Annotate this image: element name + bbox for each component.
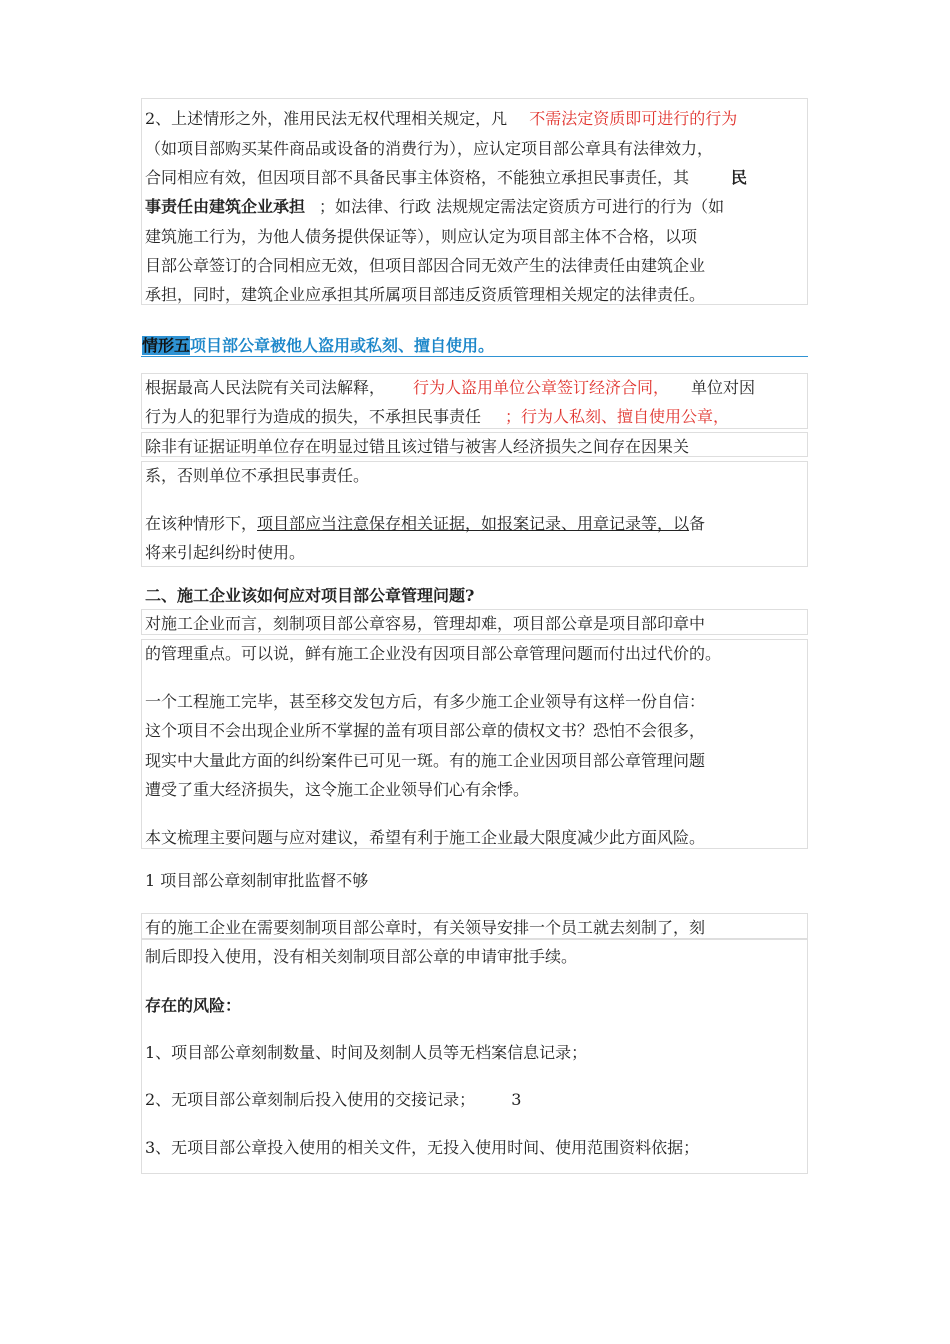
- text-line: [145, 721, 705, 743]
- text-run: 根据最高人民法院有关司法解释，: [145, 378, 386, 397]
- text-run: 行为人的犯罪行为造成的损失，不承担民事责任: [145, 407, 482, 426]
- text-run: 的管理重点。可以说，鲜有施工企业没有因项目部公章管理问题而付出过代价的。: [145, 644, 722, 663]
- text-run: 3: [511, 1090, 522, 1109]
- section-heading: [142, 336, 494, 358]
- paragraph-box-3b: [141, 639, 808, 849]
- text-line: [145, 780, 529, 802]
- text-line: [145, 437, 689, 459]
- section-heading: [145, 586, 474, 608]
- highlighted-text: ；行为人私刻、擅自使用公章，: [505, 407, 730, 426]
- text-line: [145, 227, 697, 249]
- heading-text: 二、施工企业该如何应对项目部公章管理问题?: [145, 586, 475, 605]
- bold-text: 事责任由建筑企业承担: [145, 197, 306, 216]
- highlighted-text: 不需法定资质即可进行的行为: [529, 109, 738, 128]
- underlined-text: 项目部应当注意保存相关证据，如报案记录、用章记录等，以: [257, 514, 690, 533]
- heading-tag: 情形五: [142, 336, 191, 355]
- text-run: 备: [689, 514, 706, 533]
- text-run: 这个项目不会出现企业所不掌握的盖有项目部公章的债权文书？恐怕不会很多，: [145, 721, 706, 740]
- text-run: 1、项目部公章刻制数量、时间及刻制人员等无档案信息记录；: [145, 1043, 588, 1062]
- text-run: ；如法律、行政 法规规定需法定资质方可进行的行为（如: [319, 197, 725, 216]
- text-line: [145, 285, 705, 307]
- text-line: [145, 947, 577, 969]
- text-line: [145, 466, 369, 488]
- text-run: 合同相应有效，但因项目部不具备民事主体资格，不能独立承担民事责任，其: [145, 168, 690, 187]
- item-title: [145, 871, 368, 893]
- text-run: 2、无项目部公章刻制后投入使用的交接记录；: [145, 1090, 476, 1109]
- bold-text: 民: [731, 168, 748, 187]
- text-run: 有的施工企业在需要刻制项目部公章时，有关领导安排一个员工就去刻制了，刻: [145, 918, 706, 937]
- text-run: 建筑施工行为，为他人债务提供保证等），则应认定为项目部主体不合格，以项: [145, 227, 698, 246]
- heading-underline: [141, 356, 808, 357]
- text-line: [145, 644, 721, 666]
- text-run: 单位对因: [691, 378, 756, 397]
- text-line: [145, 692, 705, 714]
- text-line: [145, 109, 737, 131]
- text-line: [145, 407, 729, 429]
- text-line: [145, 1138, 699, 1160]
- risk-heading: [145, 996, 241, 1018]
- text-line: [145, 1043, 587, 1065]
- text-run: 一个工程施工完毕，甚至移交发包方后，有多少施工企业领导有这样一份自信：: [145, 692, 706, 711]
- text-run: 在该种情形下，: [145, 514, 258, 533]
- text-line: [145, 614, 705, 636]
- text-run: 现实中大量此方面的纠纷案件已可见一斑。有的施工企业因项目部公章管理问题: [145, 751, 706, 770]
- text-line: [145, 828, 705, 850]
- text-run: 制后即投入使用，没有相关刻制项目部公章的申请审批手续。: [145, 947, 578, 966]
- text-line: [145, 1090, 521, 1112]
- text-line: [145, 751, 705, 773]
- text-run: 本文梳理主要问题与应对建议，希望有利于施工企业最大限度减少此方面风险。: [145, 828, 706, 847]
- text-run: 将来引起纠纷时使用。: [145, 543, 306, 562]
- text-run: 目部公章签订的合同相应无效，但项目部因合同无效产生的法律责任由建筑企业: [145, 256, 706, 275]
- text-run: 承担，同时，建筑企业应承担其所属项目部违反资质管理相关规定的法律责任。: [145, 285, 706, 304]
- text-run: 遭受了重大经济损失，这令施工企业领导们心有余悸。: [145, 780, 530, 799]
- text-line: [145, 139, 713, 161]
- text-line: [145, 168, 747, 190]
- highlighted-text: 行为人盗用单位公章签订经济合同，: [413, 378, 670, 397]
- text-run: （如项目部购买某件商品或设备的消费行为），应认定项目部公章具有法律效力，: [145, 139, 714, 158]
- text-run: 3、无项目部公章投入使用的相关文件，无投入使用时间、使用范围资料依据；: [145, 1138, 700, 1157]
- text-line: [145, 256, 705, 278]
- text-line: [145, 514, 705, 536]
- text-run: 存在的风险：: [145, 996, 242, 1015]
- text-line: [145, 197, 724, 219]
- heading-text: 项目部公章被他人盗用或私刻、擅自使用。: [190, 336, 495, 355]
- text-run: 系，否则单位不承担民事责任。: [145, 466, 370, 485]
- text-run: 1 项目部公章刻制审批监督不够: [145, 871, 369, 890]
- text-line: [145, 918, 705, 940]
- text-line: [145, 543, 305, 565]
- text-run: 对施工企业而言，刻制项目部公章容易，管理却难，项目部公章是项目部印章中: [145, 614, 706, 633]
- text-run: 2、上述情形之外，准用民法无权代理相关规定，凡: [145, 109, 508, 128]
- text-line: [145, 378, 755, 400]
- text-run: 除非有证据证明单位存在明显过错且该过错与被害人经济损失之间存在因果关: [145, 437, 690, 456]
